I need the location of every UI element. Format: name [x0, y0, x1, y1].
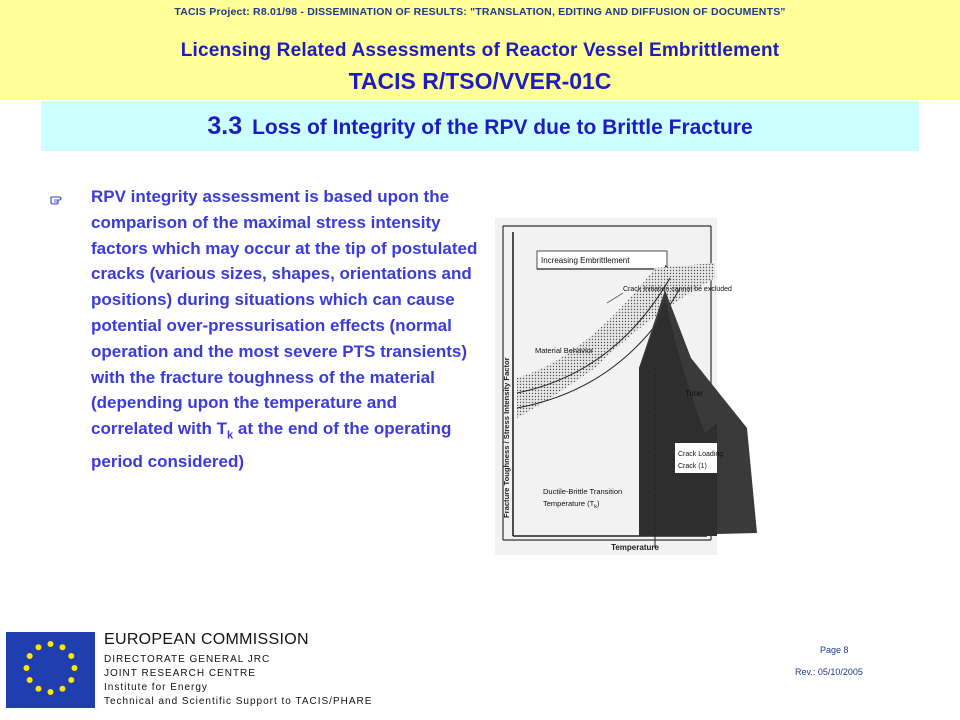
commission-name: EUROPEAN COMMISSION	[104, 631, 309, 648]
transition-line1: Ductile-Brittle Transition	[543, 487, 623, 496]
transition-close: )	[597, 499, 600, 508]
eu-flag-icon	[6, 632, 95, 708]
embrittlement-figure	[495, 218, 732, 555]
time-label: Time	[685, 389, 703, 398]
support-line: Technical and Scientific Support to TACIS/PHARE	[104, 696, 373, 707]
y-axis-label: Fracture Toughness / Stress Intensity Factor	[502, 357, 511, 518]
section-heading	[41, 101, 919, 151]
document-title: Licensing Related Assessments of Reactor Vessel Embrittlement	[180, 40, 780, 61]
jrc-line: JOINT RESEARCH CENTRE	[104, 668, 256, 679]
material-label: Material Behavior	[535, 346, 594, 355]
paragraph-text: RPV integrity assessment is based upon the comparison of the maximal stress intensity factors which may occur at the tip of postulated cracks (various sizes, shapes, orientations and positions) during situations which can cause potential over-pressurisation effects (normal operation and the most severe PTS transients) with the fracture toughness of the material (depending upon the temperature and correlated with T	[91, 187, 478, 439]
section-number: 3.3	[207, 112, 243, 140]
transition-subscript: k	[594, 504, 598, 510]
project-line: TACIS Project: R8.01/98 - DISSEMINATION OF RESULTS: "TRANSLATION, EDITING AND DIFFUSION OF DOCUMENTS"	[174, 6, 786, 18]
arrow-label: Increasing Embrittlement	[541, 256, 630, 265]
institute-line: Institute for Energy	[104, 682, 208, 693]
paragraph-subscript: k	[227, 429, 234, 442]
crack-initiation-label: Crack Initiation cannot be excluded	[623, 286, 732, 293]
page-number: Page 8	[820, 645, 849, 655]
pointing-hand-icon	[50, 192, 64, 206]
project-code: TACIS R/TSO/VVER-01C	[348, 68, 612, 94]
revision-date: Rev.: 05/10/2005	[795, 667, 863, 677]
transition-line2: Temperature (T	[543, 499, 595, 508]
paragraph-text-end: at the end of the operating period considered)	[91, 419, 452, 472]
section-title: Loss of Integrity of the RPV due to Brittle Fracture	[252, 116, 753, 139]
crack-loading-line2: Crack (1)	[678, 463, 707, 470]
bullet-paragraph	[91, 184, 483, 475]
crack-loading-line1: Crack Loading	[678, 451, 724, 458]
x-axis-label: Temperature	[611, 543, 659, 552]
header-banner	[0, 0, 960, 100]
directorate-line: DIRECTORATE GENERAL JRC	[104, 654, 271, 665]
